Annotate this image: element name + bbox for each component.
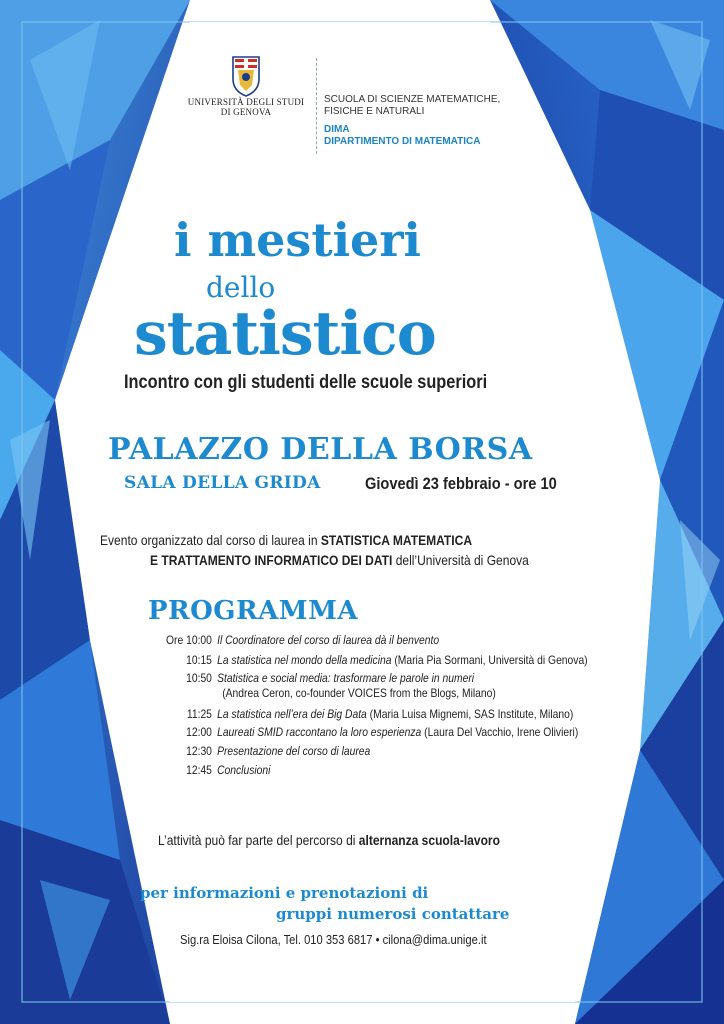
title-line-2: dello: [206, 271, 276, 304]
alternanza-text: L’attività può far parte del percorso di: [158, 832, 359, 848]
program-item: [150, 653, 588, 668]
program-item: [150, 633, 439, 648]
program-item: [150, 671, 496, 701]
event-date: Giovedì 23 febbraio - ore 10: [365, 474, 557, 493]
title-line-3: statistico: [134, 299, 436, 369]
program-talk: Il Coordinatore del corso di laurea dà il benvento: [217, 633, 440, 647]
program-speaker: (Andrea Ceron, co-founder VOICES from the Blogs, Milano): [222, 686, 496, 700]
program-item: [150, 763, 270, 778]
program-talk: Statistica e social media: trasformare le parole in numeri: [217, 671, 475, 685]
program-time: 12:00: [186, 725, 212, 739]
title-line-1: i mestieri: [174, 213, 422, 267]
venue-room: SALA DELLA GRIDA: [124, 473, 321, 493]
info-line-1: per informazioni e prenotazioni di: [140, 884, 429, 902]
subtitle: Incontro con gli studenti delle scuole superiori: [124, 372, 488, 393]
program-time: 11:25: [186, 707, 212, 721]
program-talk: La statistica nel mondo della medicina: [217, 653, 392, 667]
organizer-line-2: [150, 552, 529, 568]
program-item: [150, 707, 573, 722]
program-time: 12:30: [186, 744, 212, 758]
department-name: DIMA DIPARTIMENTO DI MATEMATICA: [324, 124, 481, 147]
program-time: 12:45: [186, 763, 212, 777]
organizer-line-1: [100, 532, 472, 548]
program-speaker: (Laura Del Vacchio, Irene Olivieri): [421, 725, 579, 739]
school-name: SCUOLA DI SCIENZE MATEMATICHE, FISICHE E NATURALI: [324, 94, 501, 117]
program-item: [150, 744, 370, 759]
program-item: [150, 725, 578, 740]
info-line-2: gruppi numerosi contattare: [276, 905, 510, 923]
alternanza-note: [158, 832, 500, 848]
organizer-text: Evento organizzato dal corso di laurea in: [100, 532, 321, 548]
venue-name: PALAZZO DELLA BORSA: [108, 432, 533, 467]
degree-name-part-2: E TRATTAMENTO INFORMATICO DEI DATI: [150, 552, 393, 568]
program-time: 10:15: [186, 653, 212, 667]
university-seal-icon: [228, 55, 264, 97]
alternanza-highlight: alternanza scuola-lavoro: [358, 832, 500, 848]
program-time: Ore 10:00: [166, 633, 212, 647]
program-talk: Laureati SMID raccontano la loro esperienza: [217, 725, 422, 739]
program-speaker: (Maria Luisa Mignemi, SAS Institute, Milano): [366, 707, 574, 721]
header-divider: [316, 58, 317, 154]
university-name: UNIVERSITÀ DEGLI STUDI DI GENOVA: [187, 97, 305, 117]
program-speaker: (Maria Pia Sormani, Università di Genova): [391, 653, 588, 667]
program-talk: Presentazione del corso di laurea: [217, 744, 371, 758]
program-talk: La statistica nell’era dei Big Data: [217, 707, 367, 721]
organizer-university: dell’Università di Genova: [392, 552, 529, 568]
program-title: PROGRAMMA: [148, 596, 359, 626]
degree-name-part-1: STATISTICA MATEMATICA: [320, 532, 473, 548]
program-talk: Conclusioni: [217, 763, 271, 777]
contact-details: Sig.ra Eloisa Cilona, Tel. 010 353 6817 • cilona@dima.unige.it: [180, 932, 487, 947]
program-time: 10:50: [186, 671, 212, 685]
